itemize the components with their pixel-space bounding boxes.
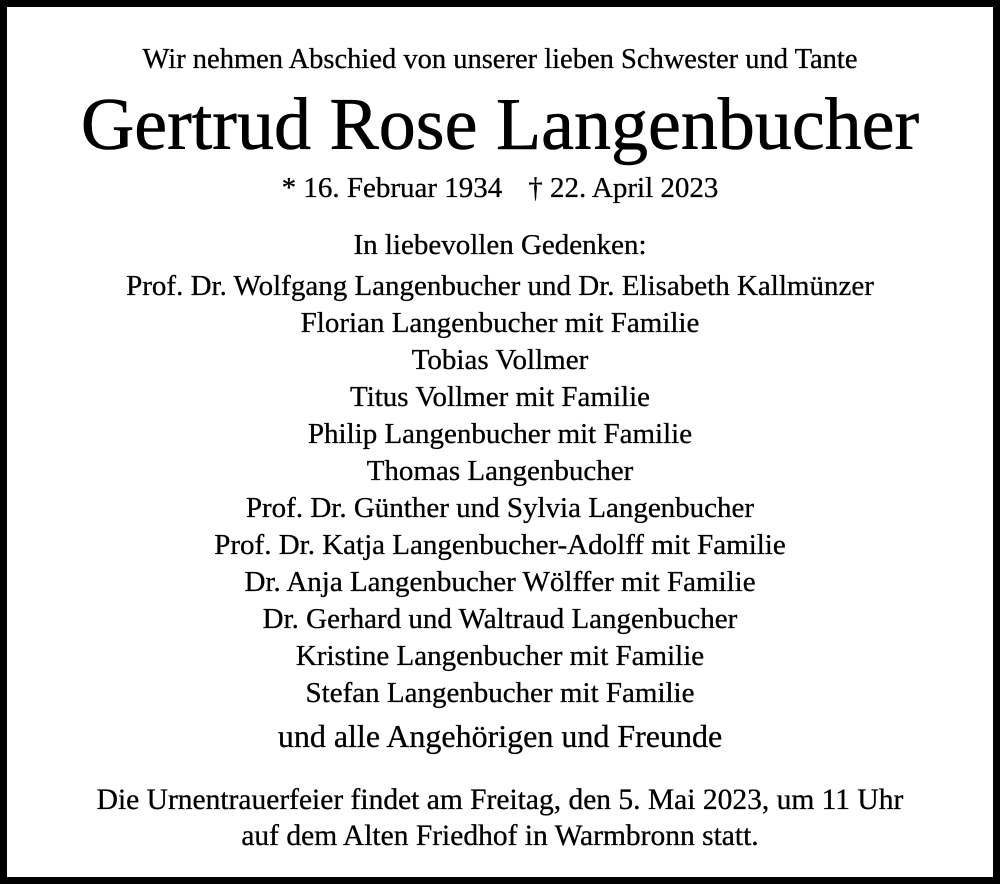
mourner-line: Titus Vollmer mit Familie	[350, 381, 650, 413]
intro-text: Wir nehmen Abschied von unserer lieben Schwester und Tante	[142, 44, 858, 75]
service-info	[7, 782, 993, 854]
deceased-name: Gertrud Rose Langenbucher	[80, 84, 920, 166]
mourners-heading: In liebevollen Gedenken:	[353, 229, 647, 261]
birth-date: * 16. Februar 1934	[281, 172, 503, 204]
mourner-line: Dr. Anja Langenbucher Wölffer mit Familie	[244, 566, 756, 598]
life-dates	[7, 170, 993, 206]
mourners-list	[7, 268, 993, 712]
mourner-line: Prof. Dr. Wolfgang Langenbucher und Dr. Elisabeth Kallmünzer	[126, 270, 874, 302]
closing-line: und alle Angehörigen und Freunde	[277, 718, 723, 754]
mourner-line: Prof. Dr. Katja Langenbucher-Adolff mit Familie	[214, 529, 786, 561]
death-date: † 22. April 2023	[528, 172, 719, 204]
mourner-line: Philip Langenbucher mit Familie	[307, 418, 693, 450]
service-line-2: auf dem Alten Friedhof in Warmbronn statt.	[241, 820, 759, 852]
mourner-line: Prof. Dr. Günther und Sylvia Langenbucher	[245, 492, 755, 524]
mourner-line: Florian Langenbucher mit Familie	[300, 307, 700, 339]
mourner-line: Kristine Langenbucher mit Familie	[295, 640, 705, 672]
mourner-line: Stefan Langenbucher mit Familie	[305, 677, 695, 709]
service-line-1: Die Urnentrauerfeier findet am Freitag, den 5. Mai 2023, um 11 Uhr	[96, 784, 904, 816]
mourner-line: Thomas Langenbucher	[366, 455, 634, 487]
mourner-line: Tobias Vollmer	[411, 344, 589, 376]
mourner-line: Dr. Gerhard und Waltraud Langenbucher	[262, 603, 738, 635]
